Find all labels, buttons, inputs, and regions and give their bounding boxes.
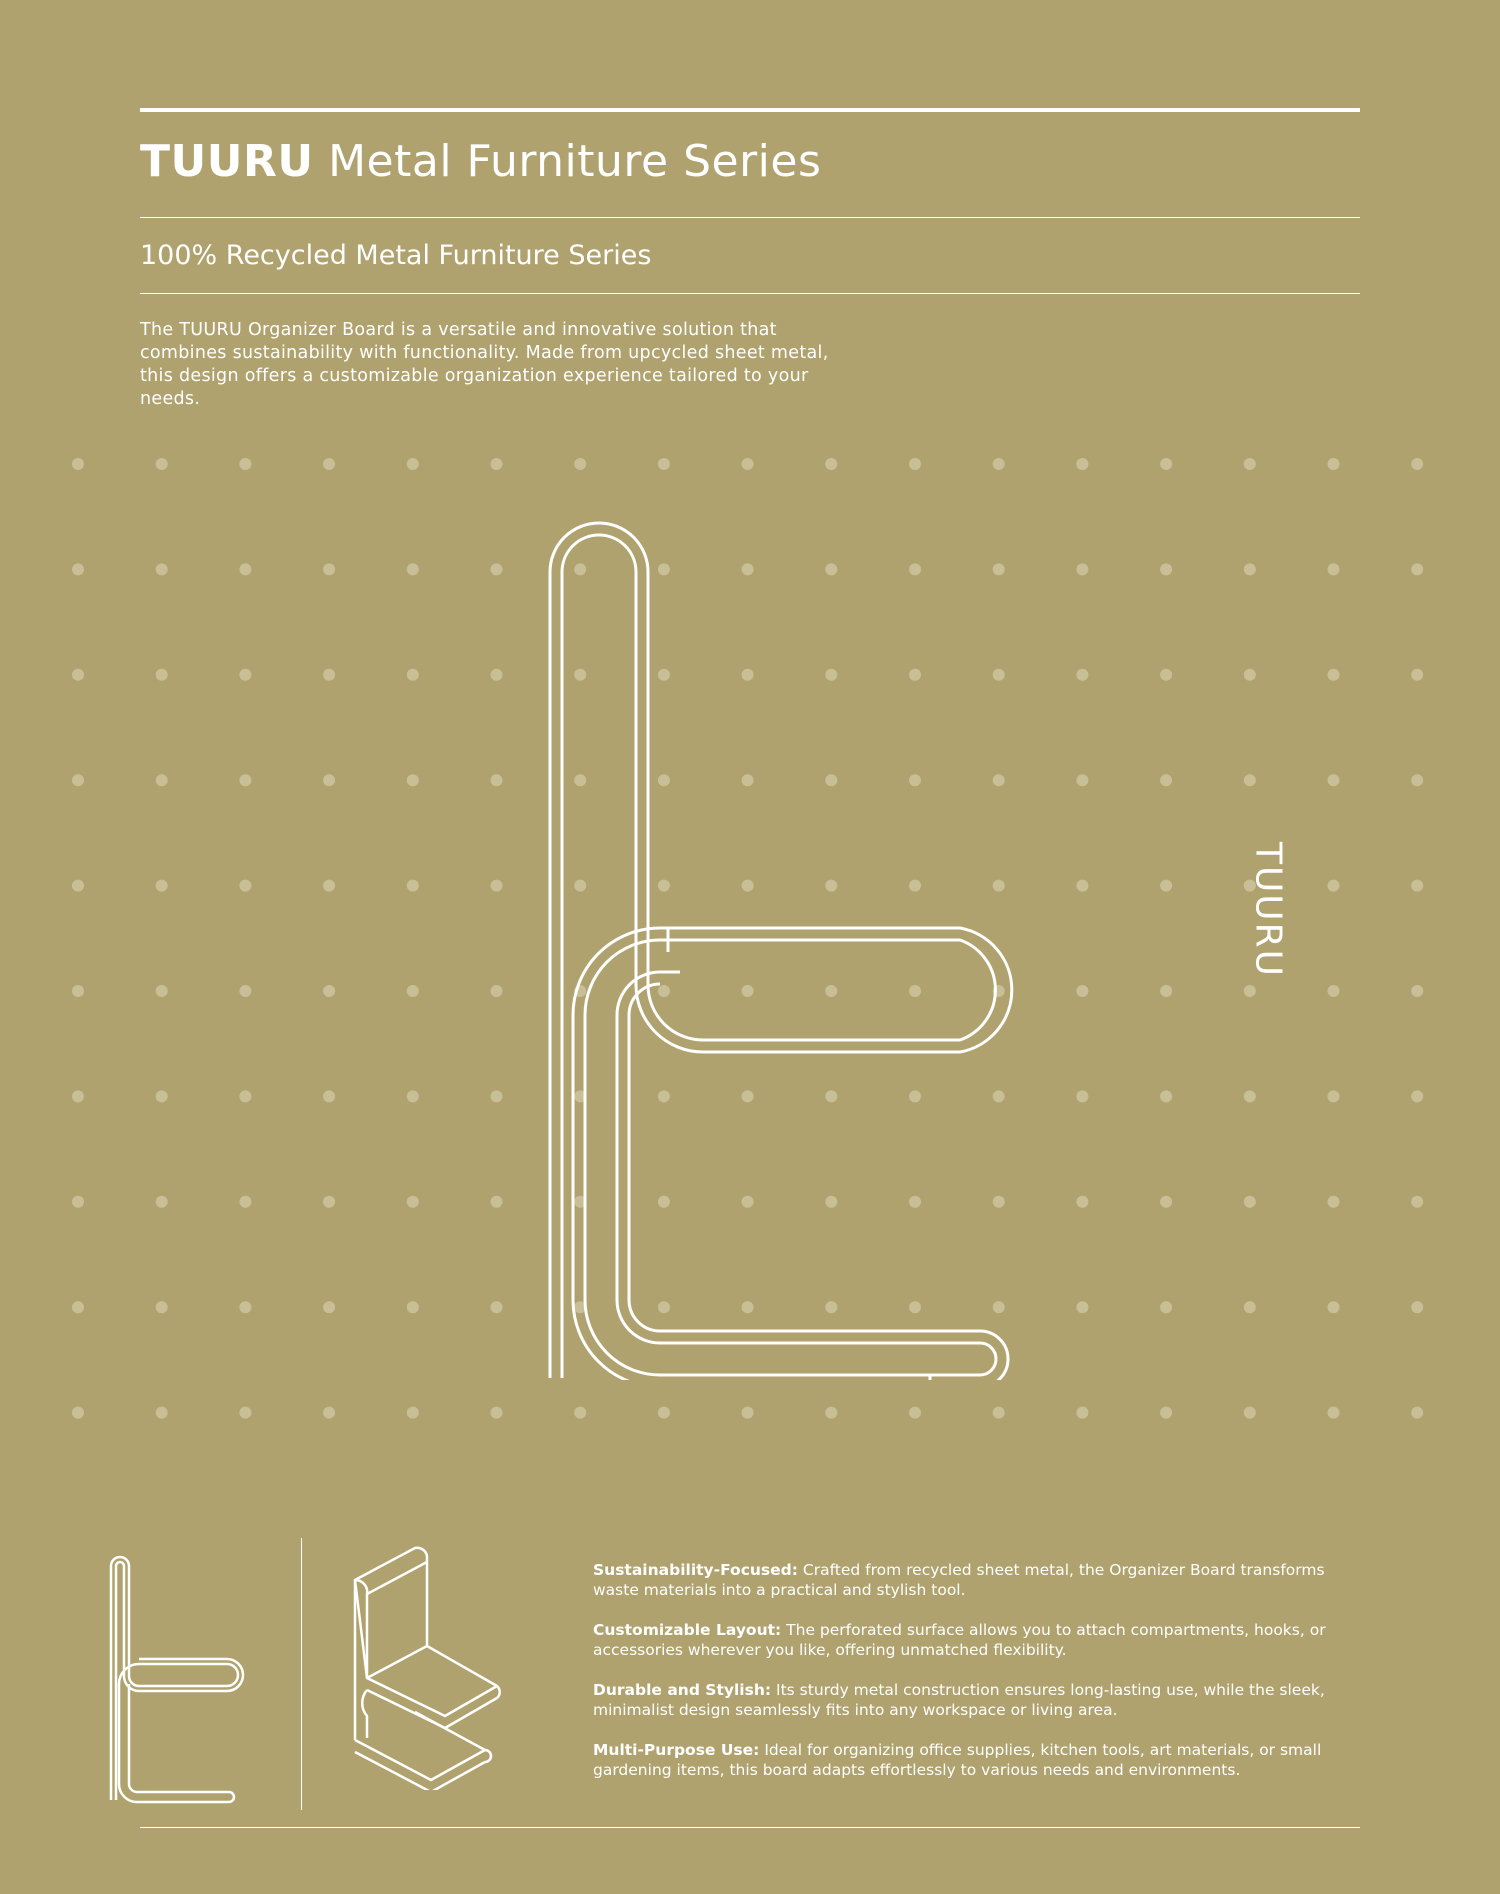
perforation-dot [1328,985,1340,997]
perforation-dot [1411,563,1423,575]
perforation-dot [574,1407,586,1419]
feature-list [593,1560,1363,1800]
feature-title: Customizable Layout: [593,1621,782,1639]
perforation-dot [491,1196,503,1208]
perforation-dot [1076,985,1088,997]
perforation-dot [323,1301,335,1313]
perforation-dot [72,669,84,681]
perforation-dot [1411,1090,1423,1102]
perforation-dot [72,563,84,575]
perforation-dot [323,669,335,681]
perforation-dot [1328,1407,1340,1419]
perforation-dot [239,1301,251,1313]
perforation-dot [1244,1090,1256,1102]
perforation-dot [993,1407,1005,1419]
perforation-dot [407,985,419,997]
perforation-dot [1328,563,1340,575]
perforation-dot [1160,1301,1172,1313]
perforation-dot [323,985,335,997]
perforation-dot [909,458,921,470]
perforation-dot [1160,774,1172,786]
perforation-dot [1328,1196,1340,1208]
perforation-dot [323,563,335,575]
perforation-dot [1076,458,1088,470]
perforation-dot [1244,985,1256,997]
perforation-dot [1411,1407,1423,1419]
perforation-dot [1160,458,1172,470]
chair-side-view-icon [540,520,1040,1380]
perforation-dot [1160,1407,1172,1419]
brand-name: TUURU [140,136,314,187]
title-text: Metal Furniture Series [328,136,822,187]
perforation-dot [407,1196,419,1208]
perforation-dot [72,1090,84,1102]
perforation-dot [407,774,419,786]
perforation-dot [156,1196,168,1208]
perforation-dot [1411,1196,1423,1208]
perforation-dot [1076,563,1088,575]
top-rule [140,108,1360,112]
perforation-dot [491,774,503,786]
perforation-dot [407,458,419,470]
perforation-dot [1076,1301,1088,1313]
perforation-dot [156,458,168,470]
perforation-dot [407,563,419,575]
perforation-dot [491,1301,503,1313]
perforation-dot [407,1301,419,1313]
feature-item [593,1560,1363,1600]
perforation-dot [323,1407,335,1419]
perforation-dot [1160,1090,1172,1102]
perforation-dot [1160,880,1172,892]
feature-text: The perforated surface allows you to attach compartments, hooks, or accessories wherever you like, offering unmatched flexibility. [593,1621,1326,1659]
perforation-dot [239,880,251,892]
perforation-dot [1411,880,1423,892]
perforation-dot [1411,985,1423,997]
feature-title: Durable and Stylish: [593,1681,772,1699]
perforation-dot [491,880,503,892]
perforation-dot [239,458,251,470]
perforation-dot [1328,880,1340,892]
perforation-dot [1244,1301,1256,1313]
perforation-dot [156,880,168,892]
feature-text: Crafted from recycled sheet metal, the Organizer Board transforms waste materials into a practical and stylish tool. [593,1561,1325,1599]
perforation-dot [72,1301,84,1313]
chair-isometric-icon [345,1540,505,1790]
perforation-dot [491,458,503,470]
perforation-dot [491,1090,503,1102]
perforation-dot [239,1407,251,1419]
perforation-dot [1244,669,1256,681]
perforation-dot [491,1407,503,1419]
perforation-dot [407,1090,419,1102]
vertical-brand-label: TUURU [1247,841,1289,979]
perforation-dot [1328,669,1340,681]
perforation-dot [1076,880,1088,892]
perforation-dot [239,1090,251,1102]
feature-title: Sustainability-Focused: [593,1561,798,1579]
perforation-dot [491,563,503,575]
perforation-dot [1328,774,1340,786]
perforation-dot [574,458,586,470]
page-subtitle: 100% Recycled Metal Furniture Series [140,240,652,271]
perforation-dot [491,669,503,681]
perforation-dot [156,774,168,786]
feature-item [593,1620,1363,1660]
perforation-dot [156,1301,168,1313]
perforation-dot [825,1407,837,1419]
feature-title: Multi-Purpose Use: [593,1741,760,1759]
perforation-dot [1076,774,1088,786]
intro-paragraph: The TUURU Organizer Board is a versatile and innovative solution that combines sustainability with functionality. Made from upcycled sheet metal, this design offers a customizable organization experience tailored to your needs. [140,320,829,409]
perforation-dot [1076,1196,1088,1208]
perforation-dot [909,1407,921,1419]
perforation-dot [407,1407,419,1419]
page-title [140,132,821,192]
perforation-dot [1076,669,1088,681]
perforation-dot [1160,1196,1172,1208]
perforation-dot [1160,563,1172,575]
perforation-dot [742,1407,754,1419]
perforation-dot [156,985,168,997]
perforation-dot [323,880,335,892]
title-rule [140,217,1360,218]
perforation-dot [72,1407,84,1419]
chair-side-view-small-icon [105,1552,245,1812]
bottom-rule [140,1827,1360,1828]
perforation-dot [742,458,754,470]
perforation-dot [239,563,251,575]
perforation-dot [323,1090,335,1102]
perforation-dot [323,774,335,786]
perforation-dot [239,774,251,786]
perforation-dot [1328,1301,1340,1313]
perforation-dot [239,985,251,997]
feature-text: Ideal for organizing office supplies, kitchen tools, art materials, or small gardening items, this board adapts effortlessly to various needs and environments. [593,1741,1322,1779]
perforation-dot [407,669,419,681]
perforation-dot [1411,1301,1423,1313]
perforation-dot [1411,669,1423,681]
perforation-dot [1076,1407,1088,1419]
perforation-dot [239,669,251,681]
perforation-dot [1328,1090,1340,1102]
perforation-dot [407,880,419,892]
perforation-dot [1244,563,1256,575]
perforation-dot [658,458,670,470]
perforation-dot [239,1196,251,1208]
feature-item [593,1740,1363,1780]
perforation-dot [993,458,1005,470]
perforation-dot [1160,669,1172,681]
perforation-dot [72,458,84,470]
perforation-dot [1244,1196,1256,1208]
feature-item [593,1680,1363,1720]
perforation-dot [825,458,837,470]
subtitle-rule [140,293,1360,294]
perforation-dot [72,880,84,892]
perforation-dot [72,985,84,997]
perforation-dot [1076,1090,1088,1102]
perforation-dot [658,1407,670,1419]
perforation-dot [1411,458,1423,470]
perforation-dot [156,1407,168,1419]
thumbnail-divider [301,1538,302,1810]
perforation-dot [72,1196,84,1208]
perforation-dot [491,985,503,997]
perforation-dot [323,1196,335,1208]
perforation-dot [156,563,168,575]
perforation-dot [323,458,335,470]
perforation-dot [156,669,168,681]
perforation-dot [1244,1407,1256,1419]
perforation-dot [1244,458,1256,470]
perforation-dot [1160,985,1172,997]
perforation-dot [156,1090,168,1102]
perforation-dot [1244,774,1256,786]
feature-text: Its sturdy metal construction ensures long-lasting use, while the sleek, minimalist design seamlessly fits into any workspace or living area. [593,1681,1325,1719]
perforation-dot [1328,458,1340,470]
perforation-dot [1411,774,1423,786]
perforation-dot [72,774,84,786]
